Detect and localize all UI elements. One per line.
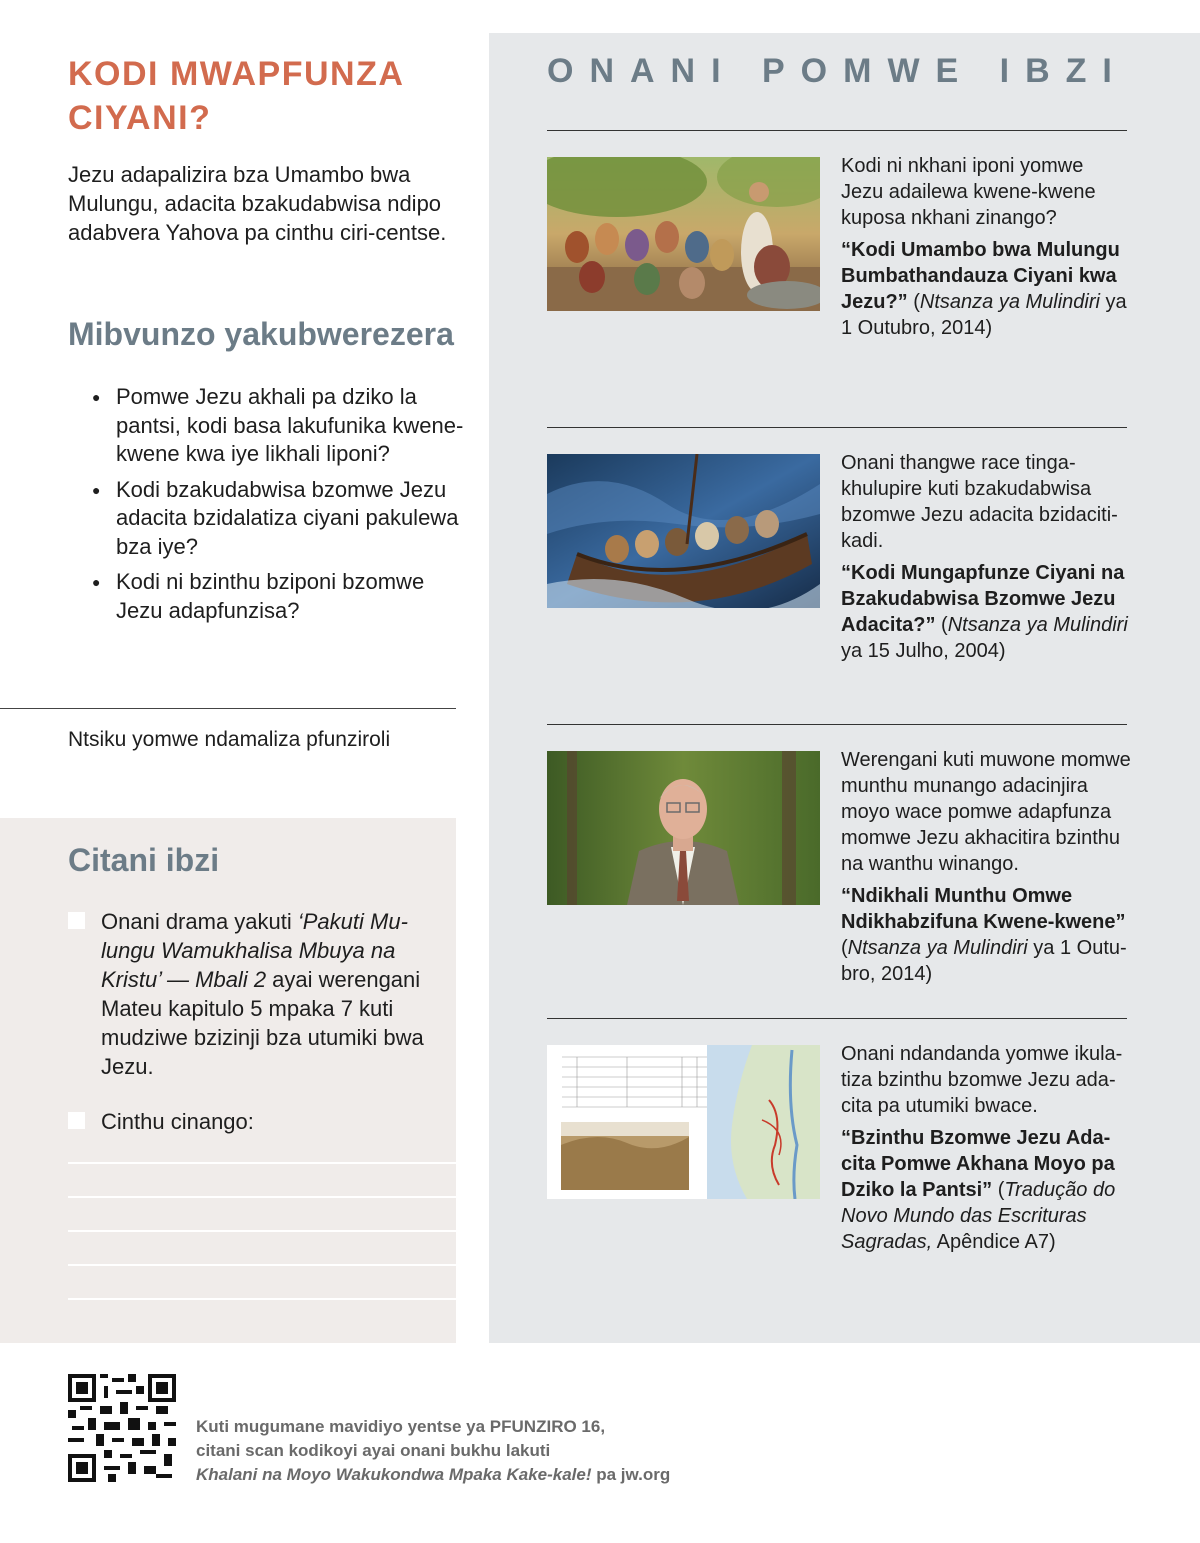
website-link[interactable]: pa jw.org <box>591 1465 671 1484</box>
qr-code-icon[interactable] <box>68 1374 176 1482</box>
publication-name: Ntsanza ya Mulindiri <box>919 291 1100 313</box>
article-link[interactable]: “Bzinthu Bzomwe Jezu Adacita Pomwe Akhana Moyo pa Dziko la Pantsi” <box>841 1127 1115 1201</box>
summary-text: Jezu adapalizira bza Umambo bwa Mulungu, adacita bzakudabwisa ndipo adabvera Yahova pa cinthu ciri-centse. <box>68 162 447 245</box>
publication-name: Ntsanza ya Mulindiri <box>947 614 1128 636</box>
boat-storm-image[interactable] <box>547 454 820 608</box>
jesus-teaching-image[interactable] <box>547 157 820 311</box>
checkbox[interactable] <box>68 912 85 929</box>
divider <box>547 724 1127 725</box>
related-entry-2: Onani thangwe race tingakhulupire kuti bzakudabwisa bzomwe Jezu adacita bzidacitikadi. “Kodi Mungapfunze Ciyani na Bzakudabwisa Bzomwe Jezu Adacita?” (Ntsanza ya Mulindiri ya 15 Julho, 2004) <box>841 450 1131 664</box>
review-questions-list <box>92 383 464 632</box>
activity-heading: Citani ibzi <box>68 842 220 878</box>
appendix-chart-map-image[interactable] <box>547 1045 820 1199</box>
summary-heading: KODI MWAPFUNZA CIYANI? <box>68 55 404 137</box>
publication-name: Ntsanza ya Mulindiri <box>847 937 1028 959</box>
related-entry-3: Werengani kuti muwone momwe munthu munango adacinjira moyo wace pomwe adapfunza momwe Jezu akhacitira bzinthu na wanthu winango. “Ndikhali Munthu Omwe Ndikhabzifuna Kwene-kwene” (Ntsanza ya Mulindiri ya 1 Outubro, 2014) <box>841 749 1131 985</box>
activity-item-drama: Onani drama yakuti ‘Pakuti Mulungu Wamukhalisa Mbuya na Kristu’ — Mbali 2 ayai werengani Mateu kapitulo 5 mpaka 7 kuti mudziwe bzizinji bza utumiki bwa Jezu. <box>68 907 438 1081</box>
writing-line <box>68 1230 456 1232</box>
divider <box>547 427 1127 428</box>
drama-title: ‘Pakuti Mulungu Wamukhalisa Mbuya na Kristu’ — Mbali 2 <box>101 909 408 992</box>
writing-line <box>68 1298 456 1300</box>
related-heading: ONANI POMWE IBZI <box>547 52 1128 90</box>
footer-note: Kuti mugumane mavidiyo yentse ya PFUNZIRO 16, citani scan kodikoyi ayai onani bukhu lakuti Khalani na Moyo Wakukondwa Mpaka Kake-kale! pa jw.org <box>196 1417 671 1484</box>
divider <box>547 1018 1127 1019</box>
activity-item-other: Cinthu cinango: <box>68 1107 438 1136</box>
related-entry-1: Kodi ni nkhani iponi yomwe Jezu adailewa kwene-kwene kuposa nkhani zinango? “Kodi Umambo bwa Mulungu Bumbathandauza Ciyani kwa Jezu?” (Ntsanza ya Mulindiri ya 1 Outubro, 2014) <box>841 153 1131 341</box>
book-title: Khalani na Moyo Wakukondwa Mpaka Kake-kale! <box>196 1465 592 1484</box>
review-questions-heading: Mibvunzo yakubwerezera <box>68 316 454 352</box>
entry-description: Kodi ni nkhani iponi yomwe Jezu adailewa kwene-kwene kuposa nkhani zinango? <box>841 155 1096 229</box>
writing-line <box>68 1162 456 1164</box>
article-link[interactable]: “Ndikhali Munthu Omwe Ndikhabzifuna Kwene-kwene” <box>841 885 1126 933</box>
divider <box>0 708 456 709</box>
divider <box>547 130 1127 131</box>
review-question: ● Kodi ni bzinthu bziponi bzomwe Jezu adapfunzisa? <box>92 568 464 625</box>
related-entry-4: Onani ndandanda yomwe ikulatiza bzinthu bzomwe Jezu adacita pa utumiki bwace. “Bzinthu Bzomwe Jezu Adacita Pomwe Akhana Moyo pa Dziko la Pantsi” (Tradução do Novo Mundo das Escrituras Sagradas, Apêndice A7) <box>841 1041 1131 1255</box>
publication-name: Tradução do Novo Mundo das Escrituras Sagradas, <box>841 1179 1116 1253</box>
writing-line <box>68 1196 456 1198</box>
completion-date-label: Ntsiku yomwe ndamaliza pfunziroli <box>68 728 391 751</box>
review-question: ● Kodi bzakudabwisa bzomwe Jezu adacita bzidalatiza ciyani pakulewa bza iye? <box>92 476 464 562</box>
entry-description: Onani thangwe race tingakhulupire kuti bzakudabwisa bzomwe Jezu adacita bzidacitikadi. <box>841 452 1118 552</box>
checkbox[interactable] <box>68 1112 85 1129</box>
entry-description: Werengani kuti muwone momwe munthu munango adacinjira moyo wace pomwe adapfunza momwe Jezu akhacitira bzinthu na wanthu winango. <box>841 749 1131 875</box>
writing-line <box>68 1264 456 1266</box>
entry-description: Onani ndandanda yomwe ikulatiza bzinthu bzomwe Jezu adacita pa utumiki bwace. <box>841 1043 1123 1117</box>
article-link[interactable]: “Kodi Mungapfunze Ciyani na Bzakudabwisa Bzomwe Jezu Adacita?” <box>841 562 1125 636</box>
article-link[interactable]: “Kodi Umambo bwa Mulungu Bumbathandauza Ciyani kwa Jezu?” <box>841 239 1120 313</box>
man-photo-image[interactable] <box>547 751 820 905</box>
review-question: ● Pomwe Jezu akhali pa dziko la pantsi, kodi basa lakufunika kwene-kwene kwa iye likhali liponi? <box>92 383 464 469</box>
